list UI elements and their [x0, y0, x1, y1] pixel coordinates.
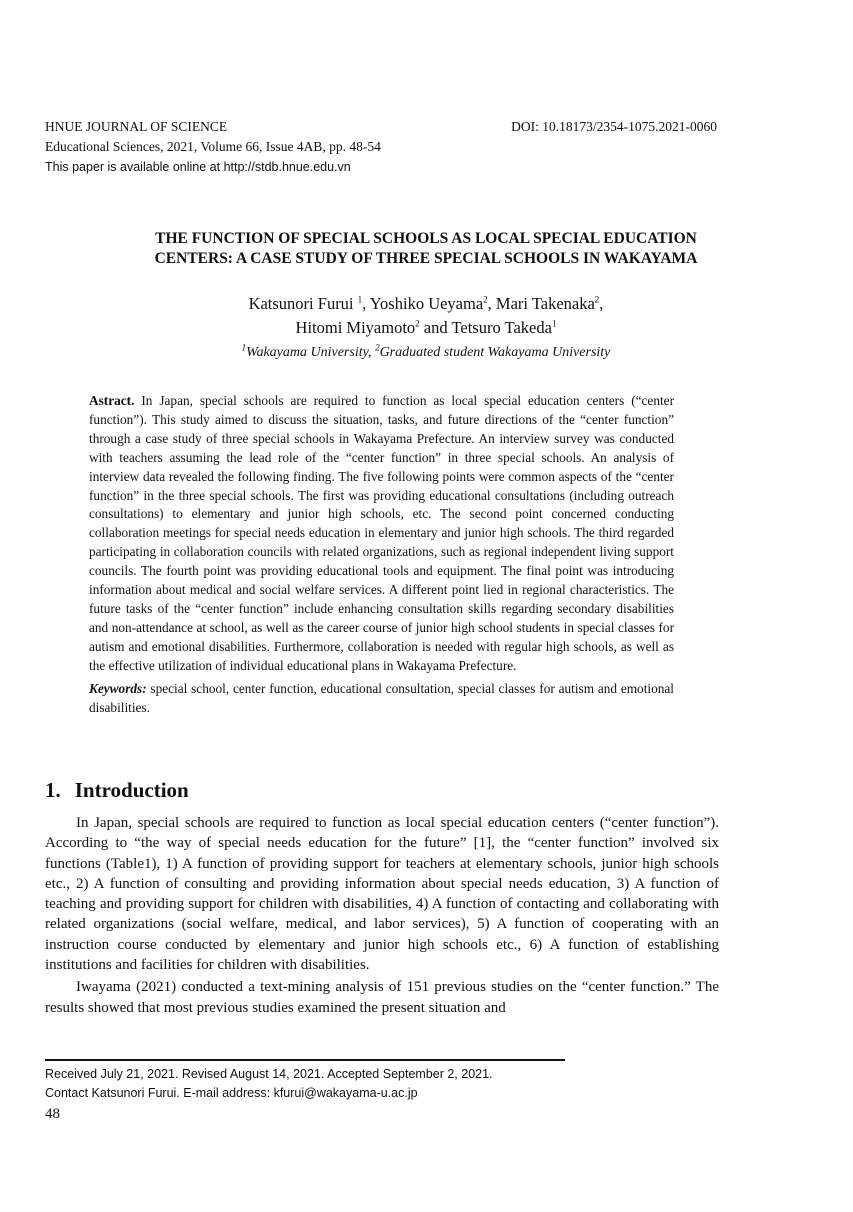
title-line-1: THE FUNCTION OF SPECIAL SCHOOLS AS LOCAL SPECIAL EDUCATION	[155, 230, 697, 247]
affiliation-mark: 2	[415, 318, 420, 329]
affiliation-mark: 1	[551, 318, 557, 329]
keywords-label: Keywords:	[89, 680, 147, 696]
paragraph: Iwayama (2021) conducted a text-mining analysis of 151 previous studies on the “center function.” The results showed that most previous studies examined the present situation and	[45, 979, 719, 1016]
affiliation-mark: 2	[483, 294, 488, 305]
abstract-text: In Japan, special schools are required to function as local special education centers (“center function”). This study aimed to discuss the situation, tasks, and future directions of the “center function” through a case study of three special schools in Wakayama Prefecture. An interview survey was conducted with teachers assuming the lead role of the “center function” in three special schools. An analysis of interview data revealed the following finding. The five following points were common aspects of the “center function” in the three special schools. The first was providing educational consultations (including outreach consultations) to elementary and junior high schools, etc. The second point concerned conducting collaboration meetings for special needs education in elementary and junior high schools. The third regarded participating in collaboration councils with related organizations, such as regional independent living support councils. The fourth point was providing educational tools and equipment. The final point was introducing information about medical and social welfare services. A different point lied in regional characteristics. The future tasks of the “center function” include enhancing consultation skills regarding secondary disabilities and non-attendance at school, as well as the career course of junior high school students in special classes for autism and emotional disabilities. Furthermore, collaboration is needed with regular high schools, as well as the effective utilization of individual educational plans in Wakayama Prefecture.	[89, 393, 674, 673]
affiliation-mark: 1	[357, 294, 363, 305]
submission-dates: Received July 21, 2021. Revised August 14, 2021. Accepted September 2, 2021.	[45, 1067, 493, 1081]
separator: and	[419, 318, 452, 337]
abstract-label: Astract.	[89, 393, 135, 408]
section-title: Introduction	[74, 778, 189, 802]
author: Yoshiko Ueyama	[369, 294, 484, 313]
abstract	[89, 392, 674, 717]
doi: DOI: 10.18173/2354-1075.2021-0060	[511, 119, 717, 134]
affiliation: Wakayama University,	[246, 345, 376, 360]
page-number: 48	[45, 1106, 60, 1122]
title-line-2: CENTERS: A CASE STUDY OF THREE SPECIAL SCHOOLS IN WAKAYAMA	[154, 250, 698, 267]
affiliation-number: 1	[241, 342, 247, 353]
author: Mari Takenaka	[495, 294, 595, 313]
author: Tetsuro Takeda	[451, 318, 552, 337]
contact-info: Contact Katsunori Furui. E-mail address: kfurui@wakayama-u.ac.jp	[45, 1086, 418, 1100]
availability-note: This paper is available online at http://stdb.hnue.edu.vn	[45, 160, 351, 174]
body-text	[45, 813, 719, 1020]
author: Katsunori Furui	[248, 294, 358, 313]
issue-info: Educational Sciences, 2021, Volume 66, Issue 4AB, pp. 48-54	[45, 139, 381, 154]
affiliation-number: 2	[375, 342, 380, 353]
affiliation-mark: 2	[594, 294, 600, 305]
footnote-divider	[45, 1059, 565, 1061]
affiliation: Graduated student Wakayama University	[379, 345, 611, 360]
author-list	[45, 292, 807, 340]
separator: ,	[362, 294, 370, 313]
journal-header	[45, 117, 717, 177]
separator: ,	[599, 294, 604, 313]
journal-name: HNUE JOURNAL OF SCIENCE	[45, 119, 228, 134]
affiliations	[45, 342, 807, 361]
paragraph: In Japan, special schools are required to function as local special education centers (“center function”). According to “the way of special needs education for the future” [1], the “center function” involved six functions (Table1), 1) A function of providing support for teachers at elementary schools, junior high schools etc., 2) A function of consulting and providing information about special needs education, 3) A function of teaching and providing support for children with disabilities, 4) A function of contacting and collaborating with related organizations (social welfare, medical, and labor services), 5) A function of cooperating with an instruction course conducted by elementary and junior high schools etc., 6) A function of establishing institutions and facilities for children with disabilities.	[45, 815, 719, 974]
keywords: special school, center function, educational consultation, special classes for autism and emotional disabilities.	[89, 680, 674, 715]
footnote	[45, 1065, 493, 1103]
paper-title	[45, 229, 807, 269]
section-number: 1.	[45, 778, 61, 802]
separator: ,	[487, 294, 496, 313]
section-heading	[45, 778, 189, 803]
author: Hitomi Miyamoto	[295, 318, 416, 337]
